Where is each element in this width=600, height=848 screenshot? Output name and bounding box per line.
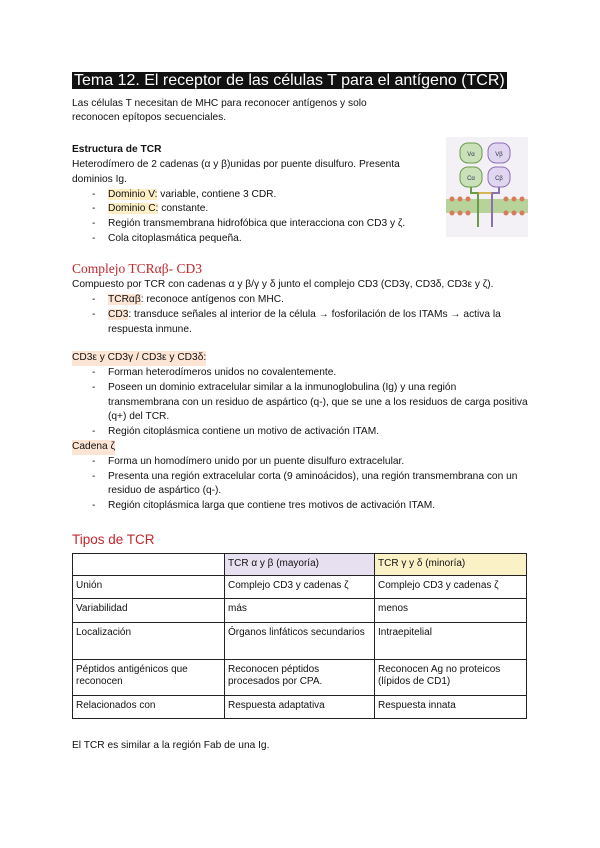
list-item: - Presenta una región extracelular corta (9 aminoácidos), una región transmembrana con un residuo de aspártico (q-). <box>92 470 530 500</box>
tipos-heading: Tipos de TCR <box>72 531 155 547</box>
table-cell: Complejo CD3 y cadenas ζ <box>225 575 375 599</box>
label-c-beta: Cβ <box>495 176 503 182</box>
intro-paragraph: Las células T necesitan de MHC para reconocer antígenos y solo reconocen epítopos secuenciales. <box>72 97 367 124</box>
estructura-heading: Estructura de TCR <box>72 144 162 156</box>
table-cell: Complejo CD3 y cadenas ζ <box>375 575 527 599</box>
label-c-alpha: Cα <box>467 176 475 182</box>
list-item: - TCRαβ: reconoce antígenos con MHC. <box>92 293 530 308</box>
cd3-heading: CD3ε y CD3γ / CD3ε y CD3δ: <box>72 351 206 366</box>
row-label: Relacionados con <box>73 695 225 719</box>
label-v-alpha: Vα <box>467 152 475 158</box>
list-item: - Región citoplásmica larga que contiene tres motivos de activación ITAM. <box>92 499 530 514</box>
table-cell: menos <box>375 599 527 623</box>
zeta-list <box>72 455 530 514</box>
row-label: Variabilidad <box>73 599 225 623</box>
footer-note: El TCR es similar a la región Fab de una Ig. <box>72 740 270 752</box>
page-title: Tema 12. El receptor de las células T para el antígeno (TCR) <box>74 72 505 89</box>
row-label: Péptidos antigénicos que reconocen <box>73 659 225 695</box>
list-item: - Dominio C: constante. <box>92 202 530 217</box>
list-item: - Región transmembrana hidrofóbica que interacciona con CD3 y ζ. <box>92 217 530 232</box>
table-cell: Respuesta adaptativa <box>225 695 375 719</box>
table-cell: Intraepitelial <box>375 622 527 659</box>
list-item: - Poseen un dominio extracelular similar a la inmunoglobulina (Ig) y una región transmembrana con un residuo de aspártico (q-), que se une a los residuos de carga positiva (q+) del TCR. <box>92 381 530 425</box>
table-row <box>73 659 527 695</box>
list-item: - Forman heterodímeros unidos no covalentemente. <box>92 366 530 381</box>
list-item: - Región citoplásmica contiene un motivo de activación ITAM. <box>92 425 530 440</box>
list-item: - Dominio V: variable, contiene 3 CDR. <box>92 188 530 203</box>
table-row <box>73 575 527 599</box>
complejo-text: Compuesto por TCR con cadenas α y β/γ y δ junto el complejo CD3 (CD3γ, CD3δ, CD3ε y ζ). <box>72 279 494 291</box>
complejo-list <box>72 293 530 337</box>
table-cell: más <box>225 599 375 623</box>
tcr-diagram <box>446 137 528 237</box>
list-item: - Cola citoplasmática pequeña. <box>92 232 530 247</box>
list-item: - Forma un homodímero unido por un puente disulfuro extracelular. <box>92 455 530 470</box>
table-cell: Reconocen Ag no proteicos (lípidos de CD1) <box>375 659 527 695</box>
complejo-heading: Complejo TCRαβ- CD3 <box>72 260 202 276</box>
table-cell: Órganos linfáticos secundarios <box>225 622 375 659</box>
row-label: Unión <box>73 575 225 599</box>
row-label: Localización <box>73 622 225 659</box>
column-header-gd: TCR γ y δ (minoría) <box>375 554 527 576</box>
table-cell: Respuesta innata <box>375 695 527 719</box>
table-row <box>73 695 527 719</box>
tcr-types-table <box>72 553 527 719</box>
zeta-heading: Cadena ζ <box>72 440 115 455</box>
table-header-row <box>73 554 527 576</box>
table-cell <box>73 554 225 576</box>
estructura-text: Heterodímero de 2 cadenas (α y β)unidas por puente disulfuro. Presenta dominios Ig. <box>72 158 400 185</box>
cd3-list <box>72 366 530 440</box>
table-row <box>73 622 527 659</box>
table-row <box>73 599 527 623</box>
column-header-ab: TCR α y β (mayoría) <box>225 554 375 576</box>
table-cell: Reconocen péptidos procesados por CPA. <box>225 659 375 695</box>
membrane-band <box>446 199 528 213</box>
label-v-beta: Vβ <box>495 152 503 158</box>
diagram-background <box>446 137 528 237</box>
list-item: - CD3: transduce señales al interior de la célula → fosforilación de los ITAMs → activa la respuesta inmune. <box>92 308 530 338</box>
